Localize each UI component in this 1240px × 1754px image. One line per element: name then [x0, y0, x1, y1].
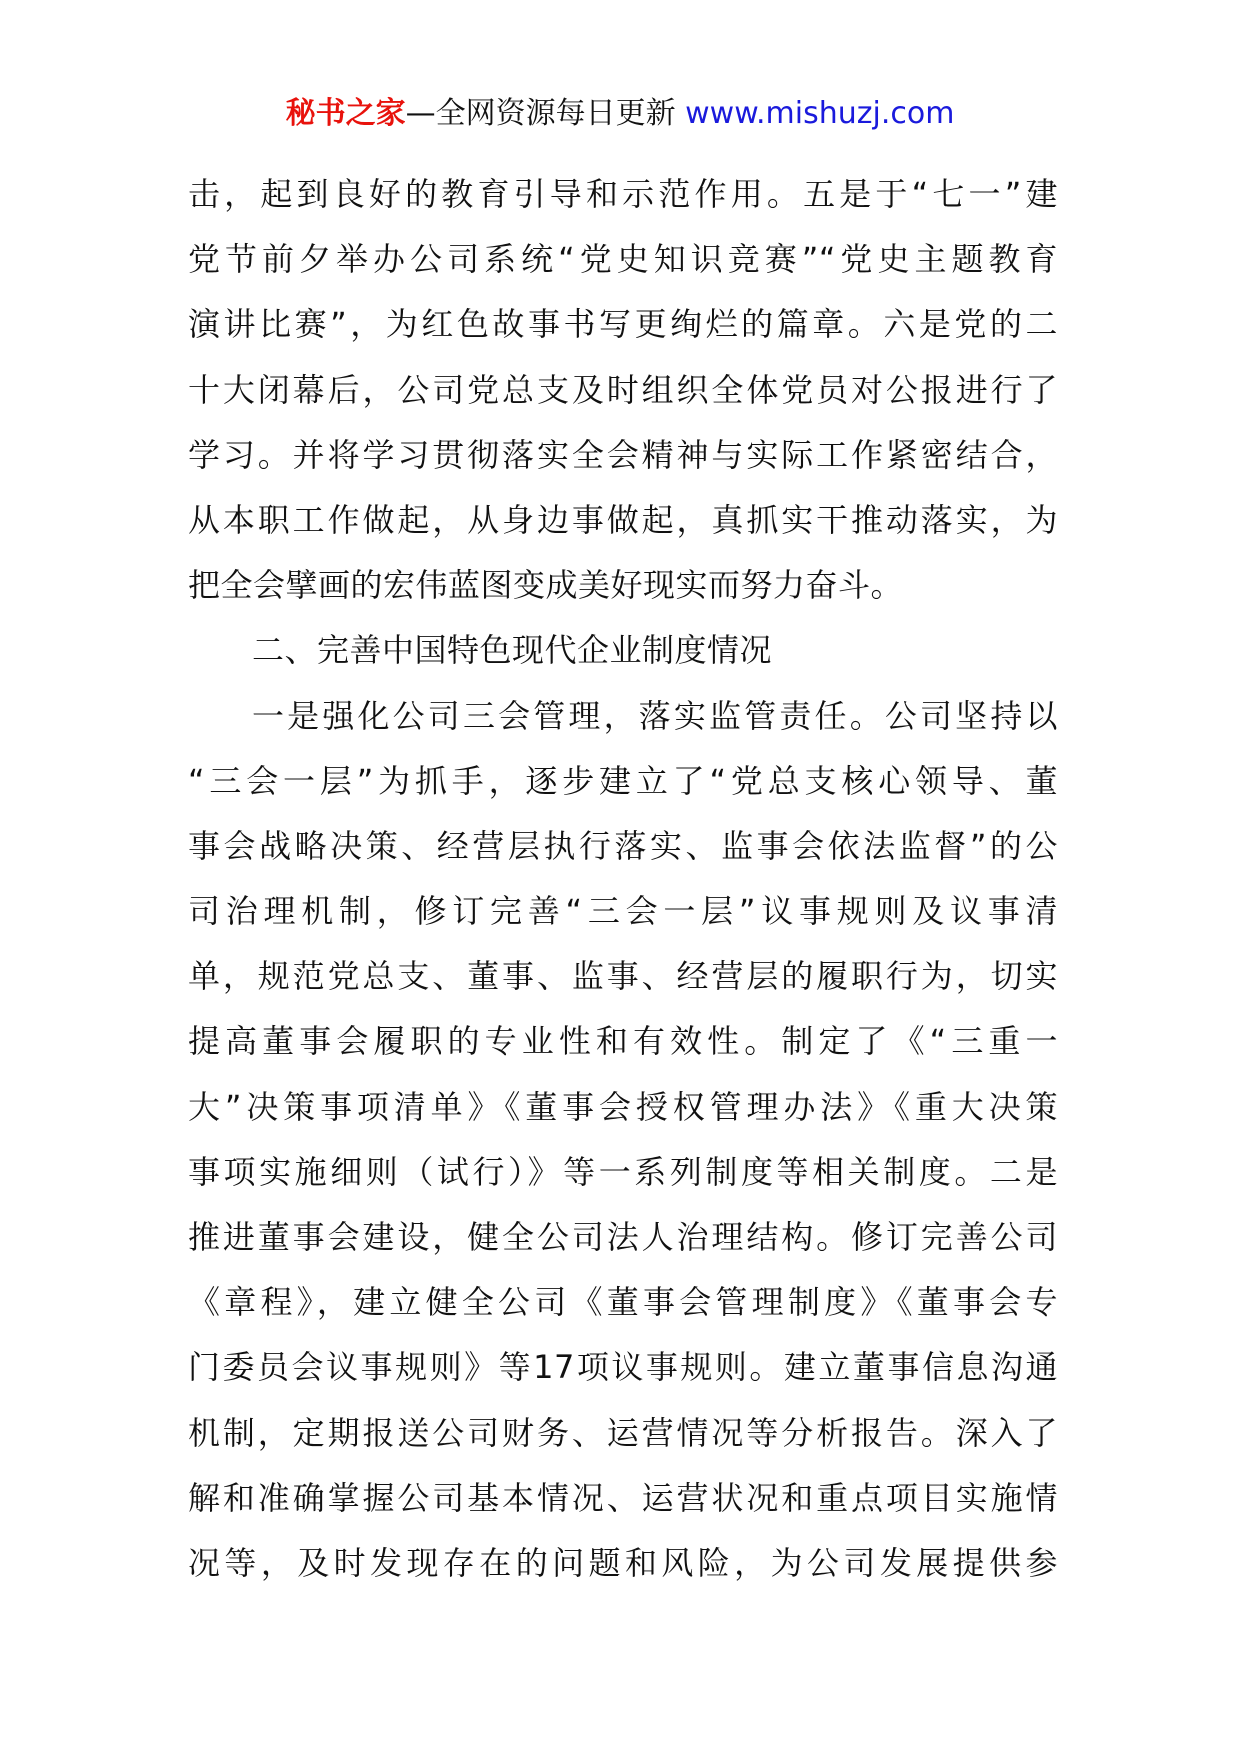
body-line: 从本职工作做起，从身边事做起，真抓实干推动落实，为 — [188, 500, 1058, 539]
body-line: 况等，及时发现存在的问题和风险，为公司发展提供参 — [188, 1543, 1058, 1582]
page-header — [0, 94, 1240, 134]
body-line: 推进董事会建设，健全公司法人治理结构。修订完善公司 — [188, 1218, 1058, 1256]
body-line: “三会一层”为抓手，逐步建立了“党总支核心领导、董 — [188, 761, 1058, 800]
body-line: 事会战略决策、经营层执行落实、监事会依法监督”的公 — [188, 826, 1058, 865]
header-tagline: —全网资源每日更新 — [405, 96, 676, 131]
header-site-link[interactable]: www.mishuzj.com — [685, 96, 955, 131]
body-line: 学习。并将学习贯彻落实全会精神与实际工作紧密结合， — [188, 435, 1058, 474]
body-line: 《章程》，建立健全公司《董事会管理制度》《董事会专 — [188, 1283, 1058, 1322]
body-line: 一是强化公司三会管理，落实监管责任。公司坚持以 — [252, 696, 1058, 735]
body-line: 事项实施细则（试行）》等一系列制度等相关制度。二是 — [188, 1152, 1058, 1191]
body-line: 把全会擘画的宏伟蓝图变成美好现实而努力奋斗。 — [188, 566, 904, 605]
body-line: 党节前夕举办公司系统“党史知识竞赛”“党史主题教育 — [188, 240, 1058, 279]
body-line: 大”决策事项清单》《董事会授权管理办法》《重大决策 — [188, 1087, 1058, 1126]
body-line: 提高董事会履职的专业性和有效性。制定了《“三重一 — [188, 1022, 1058, 1061]
body-line: 司治理机制，修订完善“三会一层”议事规则及议事清 — [188, 892, 1058, 931]
body-line: 门委员会议事规则》等17项议事规则。建立董事信息沟通 — [188, 1348, 1058, 1387]
body-line: 机制，定期报送公司财务、运营情况等分析报告。深入了 — [188, 1413, 1058, 1452]
body-line: 演讲比赛”，为红色故事书写更绚烂的篇章。六是党的二 — [188, 305, 1058, 344]
document-body — [188, 162, 1058, 1596]
body-line: 十大闭幕后，公司党总支及时组织全体党员对公报进行了 — [188, 370, 1058, 409]
body-line: 解和准确掌握公司基本情况、运营状况和重点项目实施情 — [188, 1478, 1058, 1517]
body-line: 单，规范党总支、董事、监事、经营层的履职行为，切实 — [188, 957, 1058, 996]
section-heading: 二、完善中国特色现代企业制度情况 — [252, 631, 773, 670]
body-line: 击，起到良好的教育引导和示范作用。五是于“七一”建 — [188, 175, 1058, 213]
header-brand: 秘书之家 — [285, 96, 406, 131]
